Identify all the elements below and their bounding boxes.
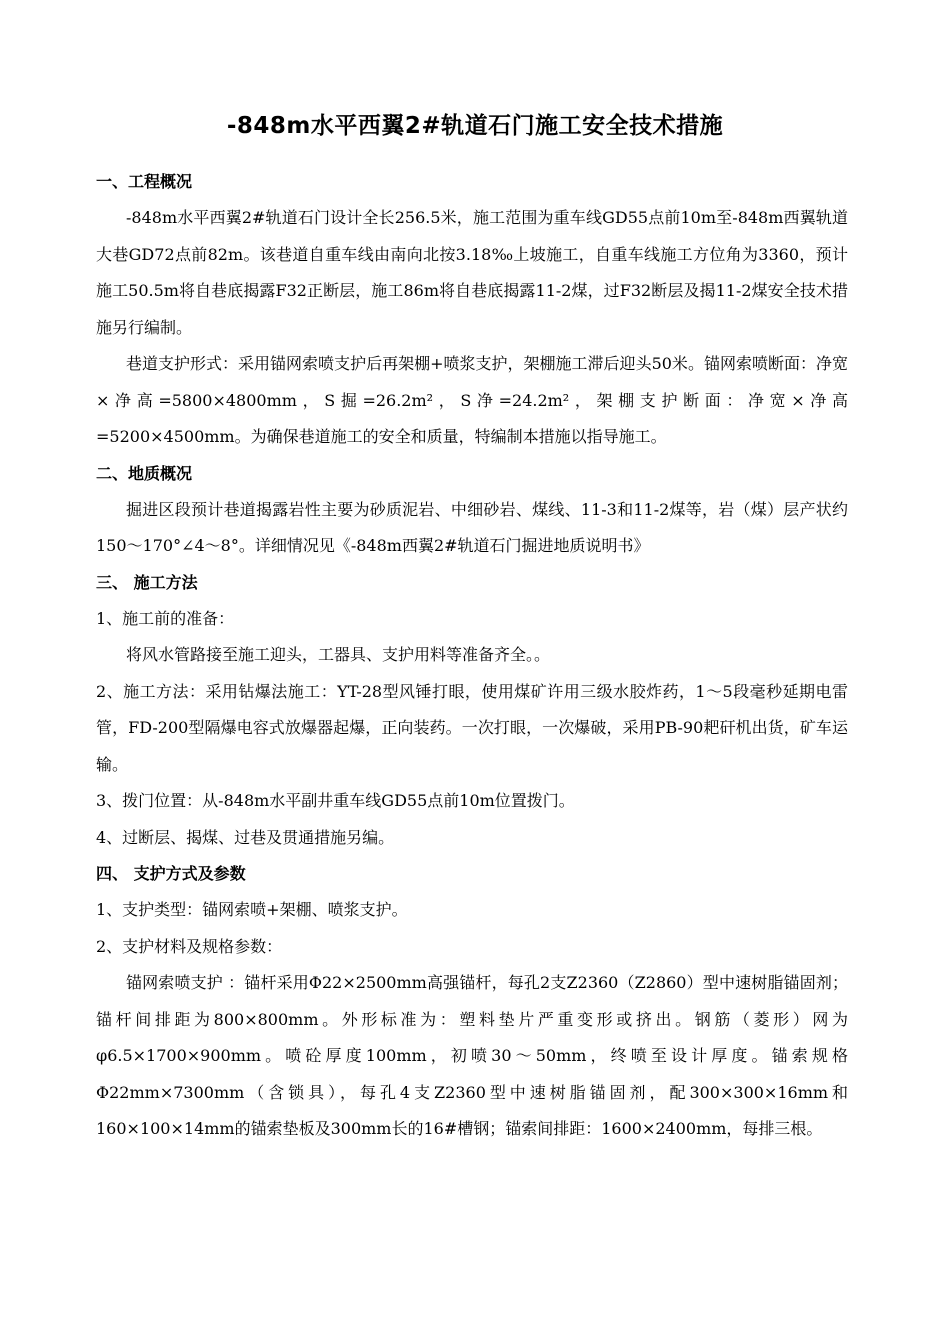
paragraph: 将风水管路接至施工迎头，工器具、支护用料等准备齐全。。 bbox=[126, 645, 551, 664]
document-title: -848m水平西翼2#轨道石门施工安全技术措施 bbox=[226, 113, 724, 139]
list-item: 1、支护类型：锚网索喷+架棚、喷浆支护。 bbox=[96, 900, 408, 919]
section-heading-overview: 一、工程概况 bbox=[96, 172, 193, 191]
list-item: 2、支护材料及规格参数： bbox=[96, 936, 283, 956]
section-heading-construction-method: 三、 施工方法 bbox=[96, 572, 198, 592]
list-item: 2、施工方法：采用钻爆法施工：YT-28型风锤打眼，使用煤矿许用三级水胶炸药，1～5段毫秒延期电雷管，FD-200型隔爆电容式放爆器起爆，正向装药。一次打眼，一次爆破，采用PB-90耙矸机出货，矿车运输。 bbox=[96, 681, 848, 774]
section-heading-geology: 二、地质概况 bbox=[96, 463, 193, 483]
paragraph: 掘进区段预计巷道揭露岩性主要为砂质泥岩、中细砂岩、煤线、11-3和11-2煤等，岩（煤）层产状约150～170°∠4～8°。详细情况见《-848m西翼2#轨道石门掘进地质说明书》 bbox=[96, 499, 848, 555]
list-item: 1、施工前的准备： bbox=[96, 608, 235, 628]
document-body bbox=[96, 164, 848, 1148]
paragraph: 巷道支护形式：采用锚网索喷支护后再架棚+喷浆支护，架棚施工滞后迎头50米。锚网索喷断面：净宽×净高=5800×4800mm，S掘=26.2m²，S净=24.2m²，架棚支护断面：净宽×净高=5200×4500mm。为确保巷道施工的安全和质量，特编制本措施以指导施工。 bbox=[96, 354, 848, 446]
paragraph: -848m水平西翼2#轨道石门设计全长256.5米，施工范围为重车线GD55点前10m至-848m西翼轨道大巷GD72点前82m。该巷道自重车线由南向北按3.18‰上坡施工，自重车线施工方位角为3360，预计施工50.5m将自巷底揭露F32正断层，施工86m将自巷底揭露11-2煤，过F32断层及揭11-2煤安全技术措施另行编制。 bbox=[96, 208, 848, 337]
section-heading-support: 四、 支护方式及参数 bbox=[96, 864, 246, 883]
list-item: 3、拨门位置：从-848m水平副井重车线GD55点前10m位置拨门。 bbox=[96, 791, 575, 810]
paragraph: 锚网索喷支护 ：锚杆采用Φ22×2500mm高强锚杆，每孔2支Z2360（Z2860）型中速树脂锚固剂；锚杆间排距为800×800mm。外形标准为：塑料垫片严重变形或挤出。钢筋（菱形）网为φ6.5×1700×900mm。喷砼厚度100mm，初喷30～50mm，终喷至设计厚度。锚索规格Φ22mm×7300mm（含锁具），每孔4支Z2360型中速树脂锚固剂，配300×300×16mm和160×100×14mm的锚索垫板及300mm长的16#槽钢；锚索间排距：1600×2400mm，每排三根。 bbox=[96, 973, 848, 1138]
list-item: 4、过断层、揭煤、过巷及贯通措施另编。 bbox=[96, 827, 395, 847]
